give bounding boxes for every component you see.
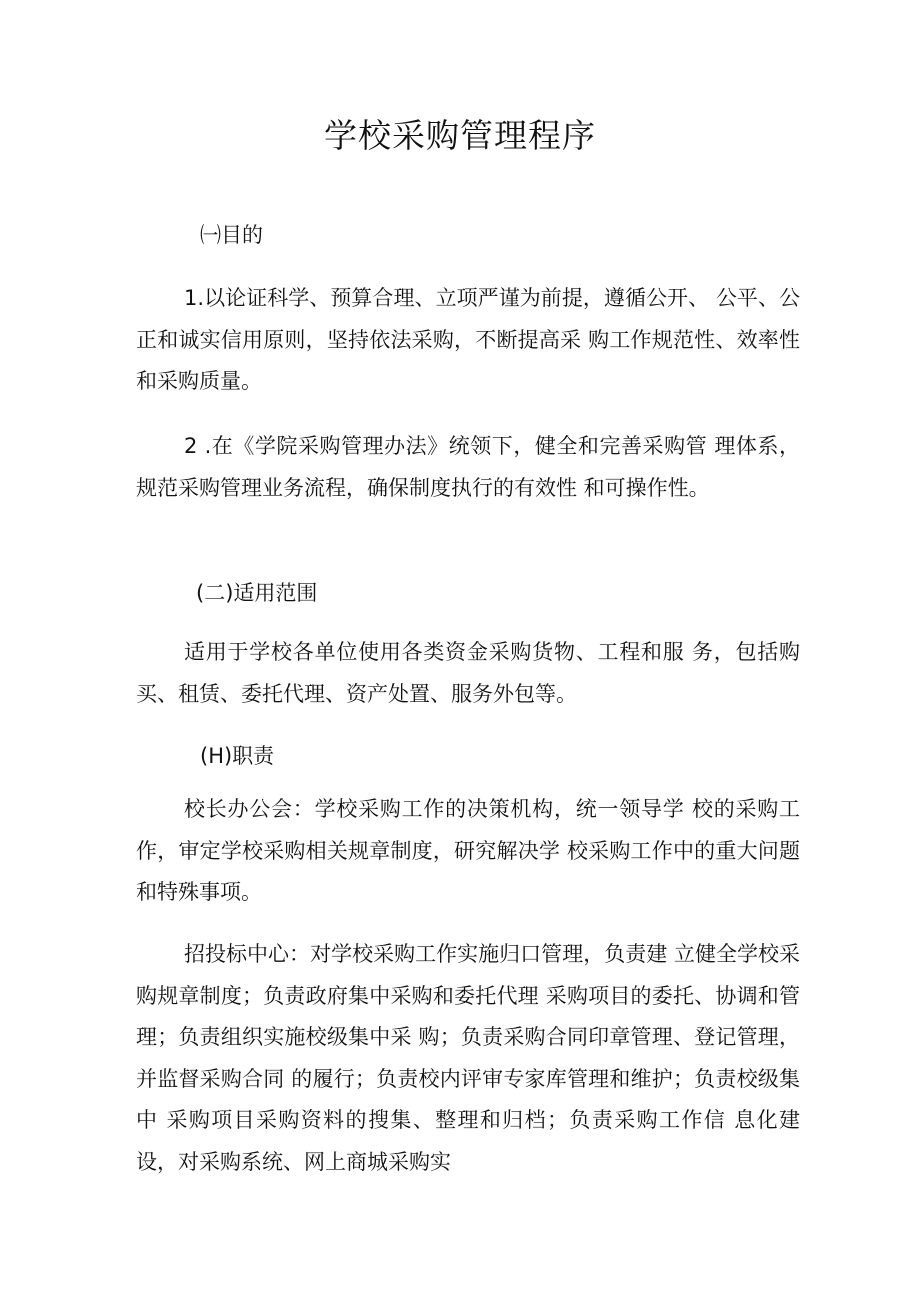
document-title: 学校采购管理程序 — [324, 116, 596, 155]
section-heading-purpose: ㈠目的 — [200, 223, 263, 247]
duties-principal-office: 校长办公会：学校采购工作的决策机构，统一领导学 校的采购工作，审定学校采购相关规章制度，研究解决学 校采购工作中的重大问题和特殊事项。 — [136, 797, 800, 904]
purpose-item-1: 1.以论证科学、预算合理、立项严谨为前提，遵循公开、 公平、公正和诚实信用原则，坚持依法采购，不断提高采 购工作规范性、效率性和采购质量。 — [136, 286, 800, 393]
scope-text: 适用于学校各单位使用各类资金采购货物、工程和服 务，包括购买、租赁、委托代理、资产处置、服务外包等。 — [136, 640, 800, 706]
section-heading-scope: (二)适用范围 — [196, 581, 318, 605]
section-heading-duties: (H)职责 — [200, 744, 275, 768]
duties-bidding-center: 招投标中心：对学校采购工作实施归口管理，负责建 立健全学校采购规章制度；负责政府集中采购和委托代理 采购项目的委托、协调和管理；负责组织实施校级集中采 购；负责采购合同印章管理、登记管理，并监督采购合同 的履行；负责校内评审专家库管理和维护；负责校级集中 采购项目采购资料的搜集、整理和归档；负责采购工作信 息化建设，对采购系统、网上商城采购实 — [136, 942, 800, 1174]
purpose-item-2: 2 .在《学院采购管理办法》统领下，健全和完善采购管 理体系，规范采购管理业务流程，确保制度执行的有效性 和可操作性。 — [136, 434, 800, 500]
